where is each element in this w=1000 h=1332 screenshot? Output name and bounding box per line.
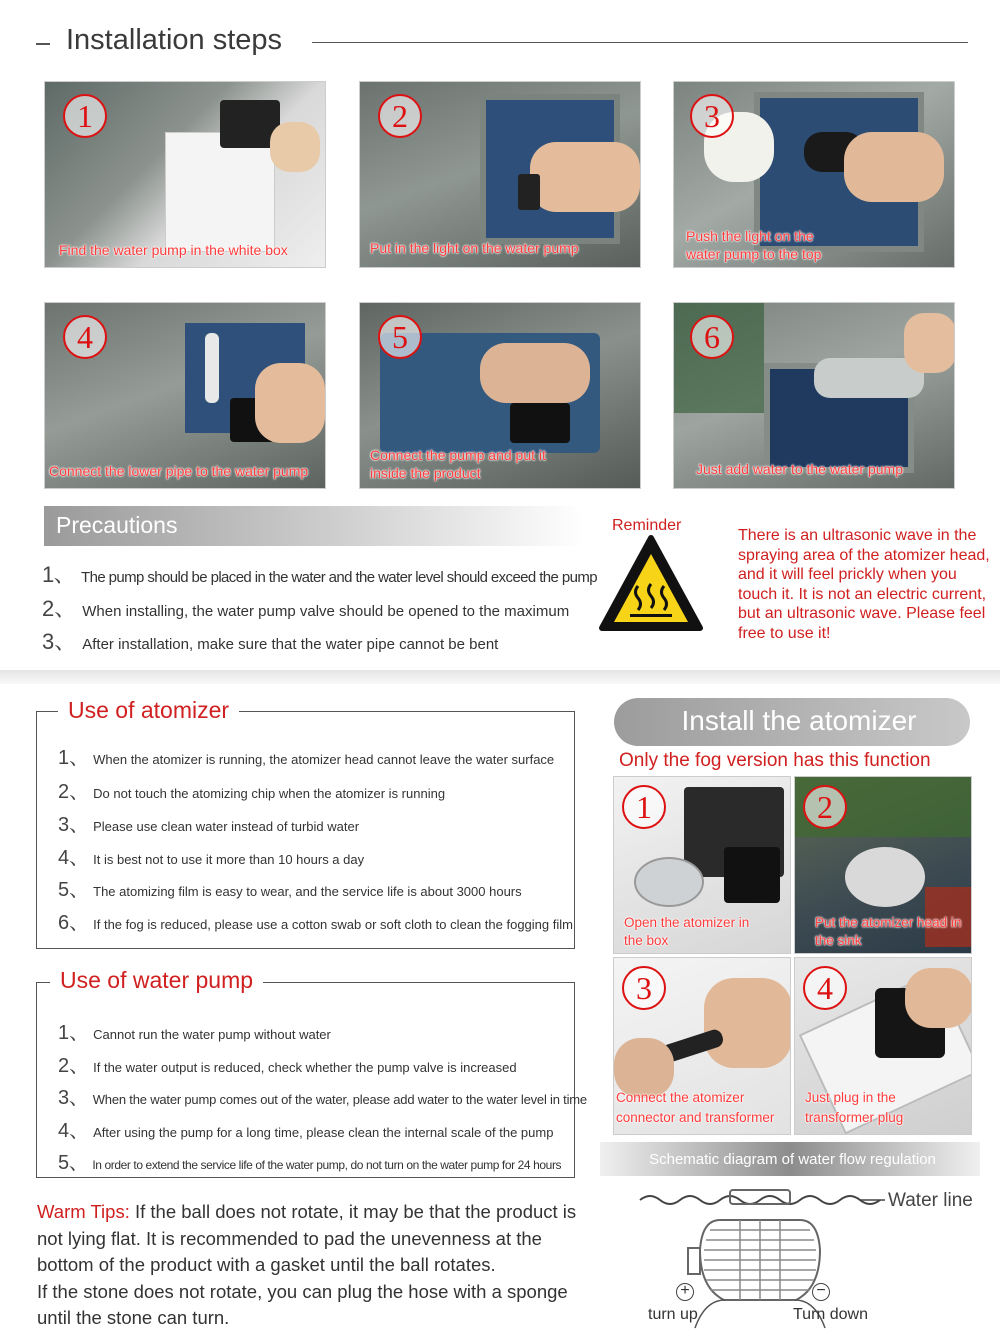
item-text: If the water output is reduced, check whether the pump valve is increased <box>93 1060 517 1075</box>
item-text: When the water pump comes out of the water, please add water to the water level in time <box>92 1092 587 1107</box>
atomizer-photo-2 <box>794 776 972 954</box>
step-number-badge: 1 <box>63 94 107 138</box>
turn-up-label: turn up <box>648 1306 698 1323</box>
reminder-text: There is an ultrasonic wave in the spraying area of the atomizer head, and it will feel prickly when you touch it. It is not an electric current, but an ultrasonic wave. Please feel free to use it! <box>738 527 990 642</box>
reminder-label: Reminder <box>612 517 682 534</box>
header-dash <box>36 43 50 45</box>
page-title: Installation steps <box>66 24 283 56</box>
atomizer-item <box>58 741 554 770</box>
precaution-item <box>42 625 498 656</box>
install-atomizer-title: Install the atomizer <box>681 705 917 736</box>
step-number-badge: 6 <box>690 315 734 359</box>
step-photo-1 <box>44 81 326 268</box>
step-number-badge: 1 <box>622 785 666 829</box>
precaution-item <box>42 558 597 589</box>
item-text: In order to extend the service life of the water pump, do not turn on the water pump for 24 hours <box>92 1158 562 1172</box>
item-text: When the atomizer is running, the atomizer head cannot leave the water surface <box>93 752 555 767</box>
item-text: Please use clean water instead of turbid water <box>93 819 360 834</box>
precaution-text: When installing, the water pump valve should be opened to the maximum <box>82 603 570 620</box>
warm-tips-label: Warm Tips: <box>37 1201 130 1222</box>
water-line-label: Water line <box>888 1190 973 1211</box>
plus-icon: + <box>676 1283 694 1301</box>
pump-item <box>58 1114 553 1143</box>
precaution-text: The pump should be placed in the water and the water level should exceed the pump <box>81 569 597 586</box>
atomizer-item <box>58 906 573 935</box>
step-number-badge: 2 <box>378 94 422 138</box>
item-number: 5、 <box>58 1152 89 1174</box>
precaution-item <box>42 592 569 623</box>
step-caption: Put the atomizer head in the sink <box>815 915 962 948</box>
item-text: If the fog is reduced, please use a cotton swab or soft cloth to clean the fogging film <box>93 917 573 932</box>
atomizer-item <box>58 873 522 902</box>
precaution-text: After installation, make sure that the water pipe cannot be bent <box>82 636 499 653</box>
item-number: 5、 <box>58 879 90 901</box>
step-caption: Find the water pump in the white box <box>59 242 288 258</box>
item-text: Do not touch the atomizing chip when the atomizer is running <box>93 786 446 801</box>
item-text: After using the pump for a long time, please clean the internal scale of the pump <box>93 1125 554 1140</box>
step-caption: Put in the light on the water pump <box>370 240 579 256</box>
item-number: 2、 <box>58 1055 90 1077</box>
step-number-badge: 4 <box>803 966 847 1010</box>
warm-tips-text-1: If the ball does not rotate, it may be that the product is not lying flat. It is recommended to pad the unevenness at the bottom of the product with a gasket until the ball rotates. <box>37 1201 577 1275</box>
step-caption: Connect the lower pipe to the water pump <box>49 463 309 479</box>
pump-item <box>58 1049 517 1078</box>
section-divider <box>0 670 1000 684</box>
step-caption: Connect the atomizer connector and transformer <box>616 1090 775 1125</box>
precaution-number: 2、 <box>42 596 77 621</box>
step-caption: Just add water to the water pump <box>696 461 903 477</box>
step-photo-4 <box>44 302 326 489</box>
schematic-title: Schematic diagram of water flow regulation <box>649 1151 936 1168</box>
pump-item <box>58 1081 587 1110</box>
step-number-badge: 5 <box>378 315 422 359</box>
step-number-badge: 4 <box>63 315 107 359</box>
item-number: 1、 <box>58 1022 90 1044</box>
precaution-number: 3、 <box>42 629 77 654</box>
item-text: The atomizing film is easy to wear, and the service life is about 3000 hours <box>93 884 522 899</box>
step-caption: Connect the pump and put it inside the product <box>370 447 546 481</box>
item-number: 4、 <box>58 847 90 869</box>
step-number-badge: 2 <box>803 785 847 829</box>
item-number: 1、 <box>58 747 90 769</box>
item-number: 3、 <box>58 814 90 836</box>
turn-down-label: Turn down <box>793 1306 868 1323</box>
step-number-badge: 3 <box>622 966 666 1010</box>
fog-version-note: Only the fog version has this function <box>619 750 931 771</box>
item-number: 6、 <box>58 912 90 934</box>
step-caption: Push the light on the water pump to the top <box>686 228 822 262</box>
step-number-badge: 3 <box>690 94 734 138</box>
step-photo-2 <box>359 81 641 268</box>
item-number: 4、 <box>58 1120 90 1142</box>
atomizer-photo-3 <box>613 957 791 1135</box>
precautions-title: Precautions <box>56 512 178 538</box>
precaution-number: 1、 <box>42 562 76 587</box>
atomizer-item <box>58 841 364 870</box>
minus-icon: − <box>812 1283 830 1301</box>
step-caption: Open the atomizer in the box <box>624 915 750 948</box>
step-photo-6 <box>673 302 955 489</box>
warm-tips-text-2: If the stone does not rotate, you can plug the hose with a sponge until the stone can turn. <box>37 1280 568 1328</box>
atomizer-photo-4 <box>794 957 972 1135</box>
step-caption: Just plug in the transformer plug <box>805 1090 904 1125</box>
atomizer-item <box>58 775 445 804</box>
item-number: 2、 <box>58 781 90 803</box>
header-rule <box>312 42 968 43</box>
atomizer-use-title: Use of atomizer <box>58 697 239 724</box>
warm-tips <box>37 1199 587 1332</box>
step-photo-3 <box>673 81 955 268</box>
atomizer-photo-1 <box>613 776 791 954</box>
item-text: It is best not to use it more than 10 hours a day <box>93 852 365 867</box>
pump-item <box>58 1146 561 1175</box>
pump-item <box>58 1016 331 1045</box>
item-number: 3、 <box>58 1087 89 1109</box>
item-text: Cannot run the water pump without water <box>93 1027 331 1042</box>
atomizer-item <box>58 808 359 837</box>
step-photo-5 <box>359 302 641 489</box>
pump-use-title: Use of water pump <box>50 967 263 994</box>
hot-surface-warning-icon <box>598 534 704 634</box>
